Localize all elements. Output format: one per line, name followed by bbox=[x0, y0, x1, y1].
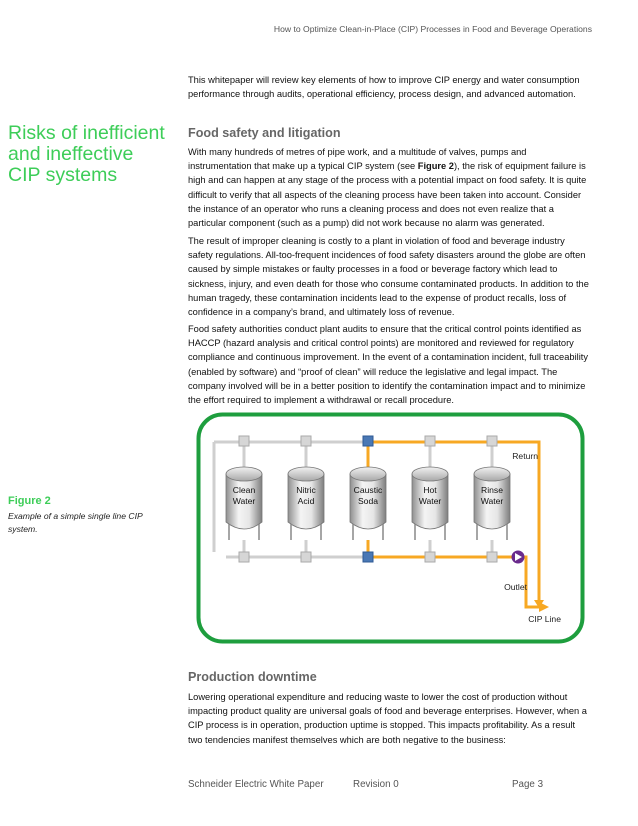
food-safety-paragraph-3: Food safety authorities conduct plant audits to ensure that the critical control points identified as HACCP (hazard analysis and critical control points) are monitored and reviewed for regulatory compliance and continuous improvement. In the event of a contamination incident, full traceability (enabled by software) and “proof of clean” will reduce the legislative and legal impact. The company involved will be in a better position to identify the contamination impact and to minimize the effort required to implement a withdrawal or recall procedure. bbox=[188, 324, 588, 406]
running-header: How to Optimize Clean-in-Place (CIP) Processes in Food and Beverage Operations bbox=[273, 24, 592, 34]
tank-label-line2: Water bbox=[232, 496, 256, 506]
figure-reference: Figure 2 bbox=[417, 161, 454, 172]
tank-label-line2: Soda bbox=[357, 496, 379, 506]
section-heading-food-safety: Food safety and litigation bbox=[188, 126, 341, 140]
footer-publication: Schneider Electric White Paper bbox=[188, 779, 324, 790]
tank-label-line1: Rinse bbox=[481, 485, 503, 495]
figure-title: Figure 2 bbox=[8, 495, 51, 507]
food-safety-paragraph-2: The result of improper cleaning is costly to a plant in violation of food and beverage industry safety regulations. All-too-frequent incidences of food safety disasters around the globe are often caused by simple mistakes or faulty processes in a food or beverage factory which lead to sickness, injury, and even death for those who consume contaminated products. In addition to the human tragedy, these contamination incidents lead to the expense of product recalls, loss of confidence in a company’s brand, and ultimately loss of revenue. bbox=[188, 236, 589, 318]
tank-label-line1: Nitric bbox=[296, 485, 316, 495]
food-safety-paragraph-1 bbox=[188, 145, 592, 230]
cip-line-label: CIP Line bbox=[528, 614, 561, 624]
section-heading-production-downtime: Production downtime bbox=[188, 670, 317, 684]
production-downtime-paragraph: Lowering operational expenditure and reducing waste to lower the cost of production without impacting product quality are universal goals of food and beverage enterprises. However, when a CIP process is in operation, production uptime is stopped. This impacts profitability. As a result two tendencies manifest themselves which are both negative to the business: bbox=[188, 692, 587, 745]
footer-page-number: Page 3 bbox=[512, 779, 544, 790]
pump-icon bbox=[512, 551, 525, 564]
tank-label-line2: Acid bbox=[297, 496, 315, 506]
para1-text-a: With many hundreds of metres of pipe work, and a multitude of valves, pumps and instrumentation that make up a typical CIP system (see bbox=[188, 147, 527, 172]
tank-label-line1: Hot bbox=[423, 485, 437, 495]
outlet-label: Outlet bbox=[504, 582, 527, 592]
tank-label-line1: Caustic bbox=[353, 485, 383, 495]
footer-revision: Revision 0 bbox=[353, 779, 399, 790]
supply-header-pipe bbox=[226, 540, 492, 557]
tank-label-line1: Clean bbox=[232, 485, 256, 495]
figure-caption: Example of a simple single line CIP system. bbox=[8, 511, 143, 534]
tank-label-line2: Water bbox=[418, 496, 442, 506]
return-label: Return bbox=[512, 451, 538, 461]
side-heading: Risks of inefficient and ineffective CIP systems bbox=[8, 122, 165, 186]
tank-label-line2: Water bbox=[480, 496, 504, 506]
para1-text-b: ), the risk of equipment failure is high and can happen at any stage of the process with a potential impact on food safety. It is quite difficult to verify that all aspects of the cleaning process have been taken into account. Consider the instance of an operator who runs a cleaning process and does not even realize that a particular component (such as a pump) did not work because no alarm was generated. bbox=[188, 161, 587, 229]
cip-system-diagram bbox=[196, 412, 585, 644]
outlet-arrow-head bbox=[539, 602, 549, 612]
intro-paragraph: This whitepaper will review key elements of how to improve CIP energy and water consumption performance through audits, operational efficiency, process design, and advanced automation. bbox=[188, 75, 580, 100]
